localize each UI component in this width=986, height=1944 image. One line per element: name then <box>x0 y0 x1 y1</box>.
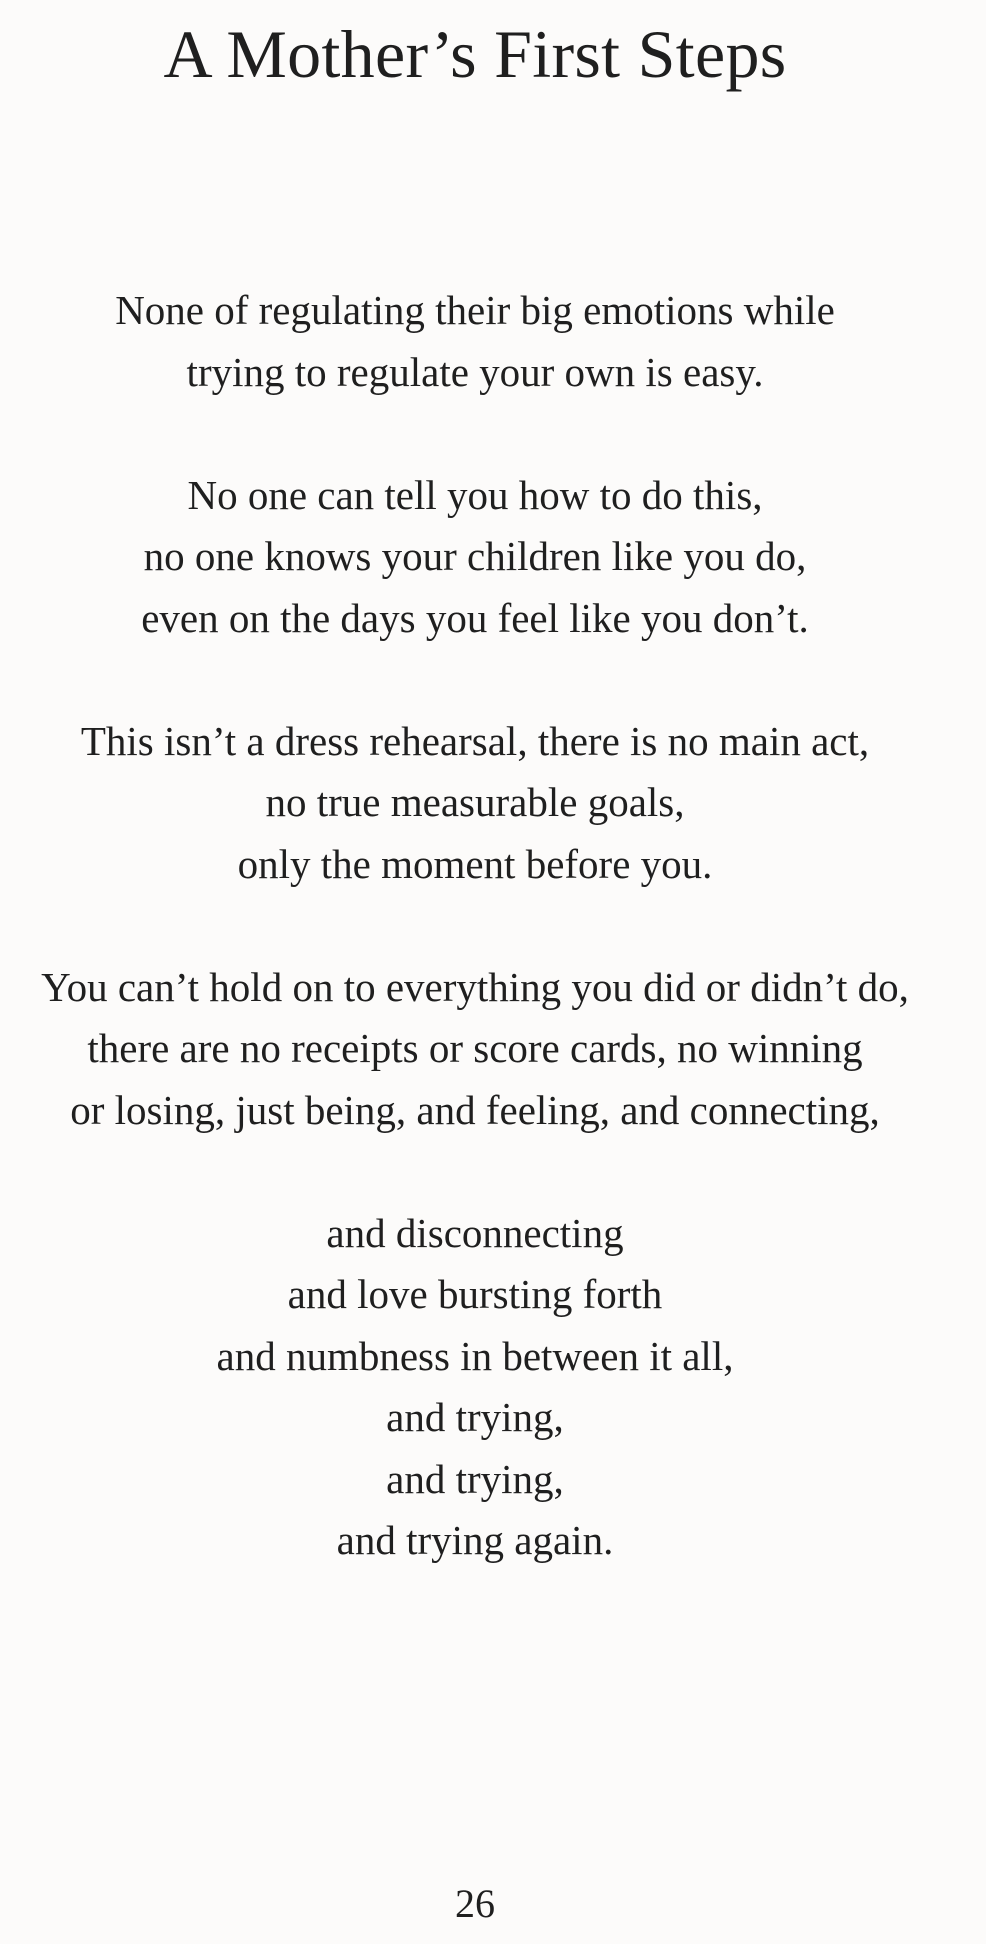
page-number: 26 <box>455 1881 495 1926</box>
poem-line: and disconnecting <box>326 1209 624 1256</box>
poem-line: no true measurable goals, <box>265 779 685 825</box>
poem-line: None of regulating their big emotions while <box>115 287 835 333</box>
poem-line: or losing, just being, and feeling, and connecting, <box>70 1086 880 1133</box>
stanza-5 <box>0 1203 950 1572</box>
poem-line: and love bursting forth <box>287 1271 663 1317</box>
stanza-1 <box>0 280 950 403</box>
poem-body <box>0 280 950 1633</box>
page-title: A Mother’s First Steps <box>163 16 787 92</box>
poem-line: This isn’t a dress rehearsal, there is no main act, <box>80 717 870 764</box>
stanza-4 <box>0 957 950 1142</box>
stanza-2 <box>0 465 950 650</box>
stanza-3 <box>0 711 950 896</box>
poem-line: and numbness in between it all, <box>216 1332 734 1379</box>
poem-line: and trying again. <box>336 1517 614 1563</box>
poem-line: trying to regulate your own is easy. <box>186 348 764 395</box>
poem-line: even on the days you feel like you don’t. <box>141 594 809 641</box>
poem-line: only the moment before you. <box>237 840 713 887</box>
poem-line: and trying, <box>386 1394 564 1440</box>
poem-line: No one can tell you how to do this, <box>187 471 763 518</box>
poem-line: no one knows your children like you do, <box>143 533 807 579</box>
poem-line: You can’t hold on to everything you did or didn’t do, <box>41 963 909 1010</box>
poem-line: there are no receipts or score cards, no winning <box>87 1025 863 1071</box>
poem-line: and trying, <box>386 1455 564 1502</box>
